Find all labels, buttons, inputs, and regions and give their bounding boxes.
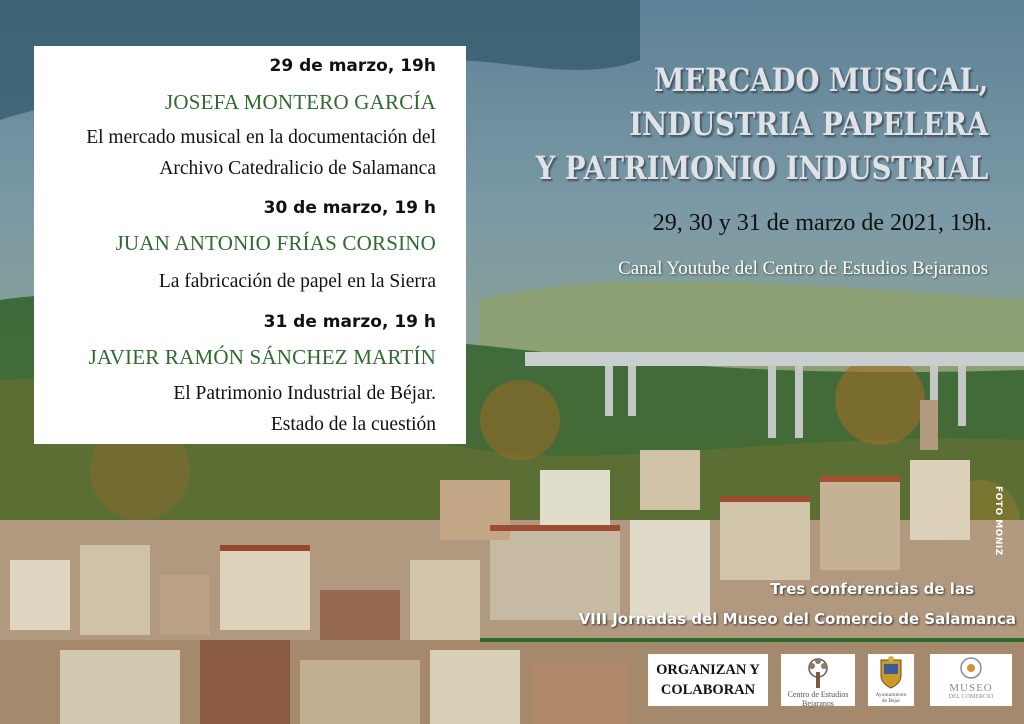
poster-title	[535, 58, 988, 190]
poster-title-line: MERCADO MUSICAL,	[653, 61, 988, 99]
poster-title-line: Y PATRIMONIO INDUSTRIAL	[535, 149, 988, 187]
logo-ceb-text	[781, 690, 855, 708]
series-line-2: VIII Jornadas del Museo del Comercio de Salamanca	[578, 610, 1016, 628]
talk-2-title	[159, 266, 436, 297]
talk-1-title	[86, 122, 436, 184]
talk-2-date: 30 de marzo, 19 h	[263, 198, 436, 218]
talk-1-speaker: JOSEFA MONTERO GARCÍA	[164, 90, 436, 114]
talk-3-title-line: Estado de la cuestión	[270, 414, 436, 435]
logo-centro-estudios-bejaranos	[781, 654, 855, 706]
logo-museo-comercio	[930, 654, 1012, 706]
logo-museo-text-line: DEL COMERCIO	[948, 694, 994, 700]
tree-emblem-icon	[781, 656, 855, 690]
logo-ceb-text-line: Bejaranos	[802, 699, 834, 708]
broadcast-channel: Canal Youtube del Centro de Estudios Bejaranos	[618, 258, 988, 279]
talk-2-speaker: JUAN ANTONIO FRÍAS CORSINO	[115, 231, 436, 255]
talks-panel	[34, 46, 466, 444]
talk-1-title-line: El mercado musical en la documentación del	[86, 127, 436, 148]
logo-museo-text	[930, 682, 1012, 700]
talk-3-speaker: JAVIER RAMÓN SÁNCHEZ MARTÍN	[88, 345, 436, 369]
talk-2-title-line: La fabricación de papel en la Sierra	[158, 271, 436, 292]
logo-museo-text-line: MUSEO	[949, 682, 993, 694]
logo-ceb-text-line: Centro de Estudios	[787, 690, 849, 699]
divider-rule	[480, 638, 1024, 642]
series-line-1: Tres conferencias de las	[770, 580, 974, 598]
talk-3-title-line: El Patrimonio Industrial de Béjar.	[173, 383, 436, 404]
photo-credit: FOTO MONIZ	[993, 486, 1003, 556]
logo-ayto-text	[868, 692, 914, 704]
logo-ayto-text-line: Ayuntamiento	[875, 692, 907, 698]
logo-ayuntamiento-bejar	[868, 654, 914, 706]
organizers-label-line: ORGANIZAN Y	[656, 662, 760, 678]
talk-1-title-line: Archivo Catedralicio de Salamanca	[159, 158, 436, 179]
talk-3-title	[173, 378, 436, 440]
logo-ayto-text-line: de Béjar	[881, 698, 901, 704]
organizers-label	[648, 654, 768, 706]
poster-title-line: INDUSTRIA PAPELERA	[628, 105, 988, 143]
talk-1-date: 29 de marzo, 19h	[269, 56, 436, 76]
event-dates: 29, 30 y 31 de marzo de 2021, 19h.	[652, 210, 992, 236]
coat-of-arms-icon	[868, 656, 914, 692]
museo-logo-icon	[930, 656, 1012, 682]
talk-3-date: 31 de marzo, 19 h	[263, 312, 436, 332]
organizers-label-line: COLABORAN	[660, 682, 756, 698]
